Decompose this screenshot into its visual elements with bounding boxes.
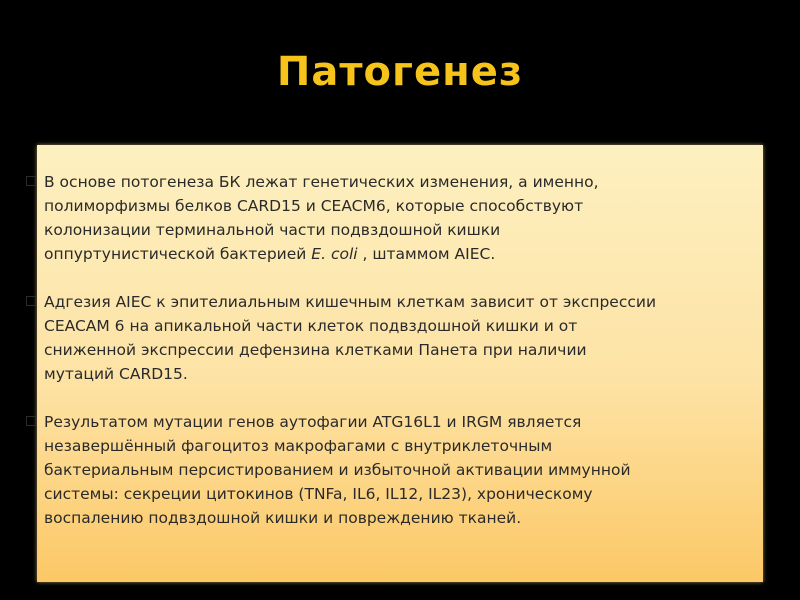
paragraph-line: мутаций CARD15. — [44, 365, 188, 383]
checkbox-bullet-icon — [26, 296, 36, 306]
paragraph-line: колонизации терминальной части подвздошной кишки — [44, 221, 501, 239]
paragraph-line: Результатом мутации генов аутофагии ATG16L1 и IRGM является — [44, 413, 582, 431]
paragraph-line: воспалению подвздошной кишки и повреждению тканей. — [44, 509, 522, 527]
paragraph-line: CEACAM 6 на апикальной части клеток подвздошной кишки и от — [44, 317, 578, 335]
title-bar — [0, 0, 800, 125]
paragraph-line: полиморфизмы белков CARD15 и CEACM6, которые способствуют — [44, 197, 584, 215]
paragraph-text: , штаммом AIEC. — [357, 245, 496, 263]
checkbox-bullet-icon — [26, 176, 36, 186]
checkbox-bullet-icon — [26, 416, 36, 426]
bullet-paragraph-2 — [22, 290, 782, 386]
paragraph-line: сниженной экспрессии дефензина клетками Панета при наличии — [44, 341, 587, 359]
paragraph-line: системы: секреции цитокинов (TNFa, IL6, IL12, IL23), хроническому — [44, 485, 593, 503]
bullet-paragraph-1 — [22, 170, 782, 266]
slide-title: Патогенез — [276, 48, 524, 95]
paragraph-line: В основе потогенеза БК лежат генетических изменения, а именно, — [44, 173, 599, 191]
paragraph-text: оппуртунистической бактерией — [44, 245, 312, 263]
bullet-paragraph-3 — [22, 410, 782, 530]
paragraph-line-last — [44, 242, 782, 266]
content-text — [22, 170, 782, 554]
paragraph-line: бактериальным персистированием и избыточной активации иммунной — [44, 461, 631, 479]
paragraph-line: незавершённый фагоцитоз макрофагами с внутриклеточным — [44, 437, 553, 455]
italic-species-name: E. coli — [311, 245, 358, 263]
paragraph-line: Адгезия AIEC к эпителиальным кишечным клеткам зависит от экспрессии — [44, 293, 657, 311]
